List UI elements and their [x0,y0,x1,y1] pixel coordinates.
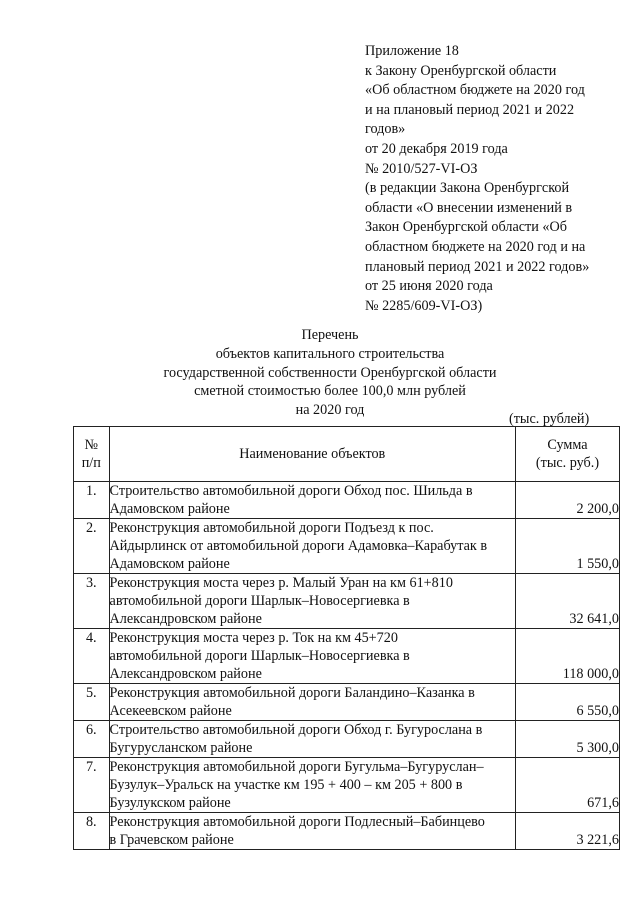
object-name-line: Айдырлинск от автомобильной дороги Адамовка–Карабутак в [109,538,488,554]
row-number: 3. [74,574,110,629]
table-row [74,684,620,721]
appendix-line: Приложение 18 [365,43,459,59]
header-number-line2: п/п [81,455,101,471]
object-name-line: Асекеевском районе [109,703,232,719]
table-row [74,629,620,684]
row-sum: 3 221,6 [515,813,619,850]
object-name-line: в Грачевском районе [109,832,234,848]
row-number: 1. [74,482,110,519]
row-object-name [109,684,515,721]
row-sum: 1 550,0 [515,519,619,574]
object-name-line: Реконструкция автомобильной дороги Подъезд к пос. [109,520,434,536]
title-line: сметной стоимостью более 100,0 млн рублей [194,383,466,400]
header-name: Наименование объектов [109,427,515,482]
row-sum: 671,6 [515,758,619,813]
title-line: объектов капитального строительства [215,345,445,362]
table-header-row [74,427,620,482]
row-sum: 2 200,0 [515,482,619,519]
objects-table [73,426,620,850]
appendix-line: № 2285/609-VI-ОЗ) [365,297,483,314]
row-sum: 118 000,0 [515,629,619,684]
title-line: Перечень [301,327,359,343]
object-name-line: Строительство автомобильной дороги Обход г. Бугурослана в [109,722,483,738]
appendix-line: от 25 июня 2020 года [365,278,493,295]
row-object-name [109,758,515,813]
row-sum: 5 300,0 [515,721,619,758]
object-name-line: автомобильной дороги Шарлык–Новосергиевка в [109,593,410,609]
object-name-line: Реконструкция автомобильной дороги Бугульма–Бугуруслан– [109,759,484,775]
object-name-line: Бугурусланском районе [109,740,253,756]
row-object-name [109,519,515,574]
object-name-line: Александровском районе [109,666,262,682]
header-number-line1: № [84,437,99,453]
row-number: 6. [74,721,110,758]
row-object-name [109,629,515,684]
object-name-line: Реконструкция моста через р. Ток на км 45+720 [109,630,398,646]
table-row [74,482,620,519]
appendix-block [365,42,635,316]
appendix-line: плановый период 2021 и 2022 годов» [365,258,590,275]
object-name-line: Реконструкция моста через р. Малый Уран на км 61+810 [109,575,453,591]
row-object-name [109,574,515,629]
object-name-line: Адамовском районе [109,556,230,572]
row-number: 7. [74,758,110,813]
appendix-line: области «О внесении изменений в [365,199,573,216]
object-name-line: Реконструкция автомобильной дороги Подлесный–Бабинцево [109,814,485,830]
row-object-name [109,813,515,850]
header-sum [515,427,619,482]
table-row [74,813,620,850]
table-row [74,721,620,758]
header-number [74,427,110,482]
header-sum-line1: Сумма [547,437,588,453]
table-row [74,758,620,813]
table-row [74,519,620,574]
object-name-line: Строительство автомобильной дороги Обход пос. Шильда в [109,483,473,499]
appendix-line: и на плановый период 2021 и 2022 [365,101,575,118]
document-title [100,326,560,420]
row-number: 4. [74,629,110,684]
object-name-line: Адамовском районе [109,501,230,517]
appendix-line: областном бюджете на 2020 год и на [365,238,586,255]
row-sum: 6 550,0 [515,684,619,721]
row-object-name [109,482,515,519]
row-object-name [109,721,515,758]
table-body [74,482,620,850]
header-sum-line2: (тыс. руб.) [535,455,600,471]
object-name-line: Александровском районе [109,611,262,627]
object-name-line: Бузулукском районе [109,795,231,811]
row-number: 2. [74,519,110,574]
appendix-line: № 2010/527-VI-ОЗ [365,160,478,177]
row-sum: 32 641,0 [515,574,619,629]
appendix-line: Закон Оренбургской области «Об [365,219,567,236]
row-number: 5. [74,684,110,721]
appendix-line: годов» [365,121,406,138]
table-row [74,574,620,629]
appendix-line: «Об областном бюджете на 2020 год [365,82,585,99]
object-name-line: автомобильной дороги Шарлык–Новосергиевка в [109,648,410,664]
title-line: государственной собственности Оренбургской области [163,364,497,381]
object-name-line: Бузулук–Уральск на участке км 195 + 400 – км 205 + 800 в [109,777,463,793]
appendix-line: к Закону Оренбургской области [365,62,557,79]
appendix-line: от 20 декабря 2019 года [365,140,508,157]
object-name-line: Реконструкция автомобильной дороги Баландино–Казанка в [109,685,475,701]
row-number: 8. [74,813,110,850]
units-label: (тыс. рублей) [509,411,590,427]
appendix-line: (в редакции Закона Оренбургской [365,180,570,197]
title-line: на 2020 год [295,402,365,419]
